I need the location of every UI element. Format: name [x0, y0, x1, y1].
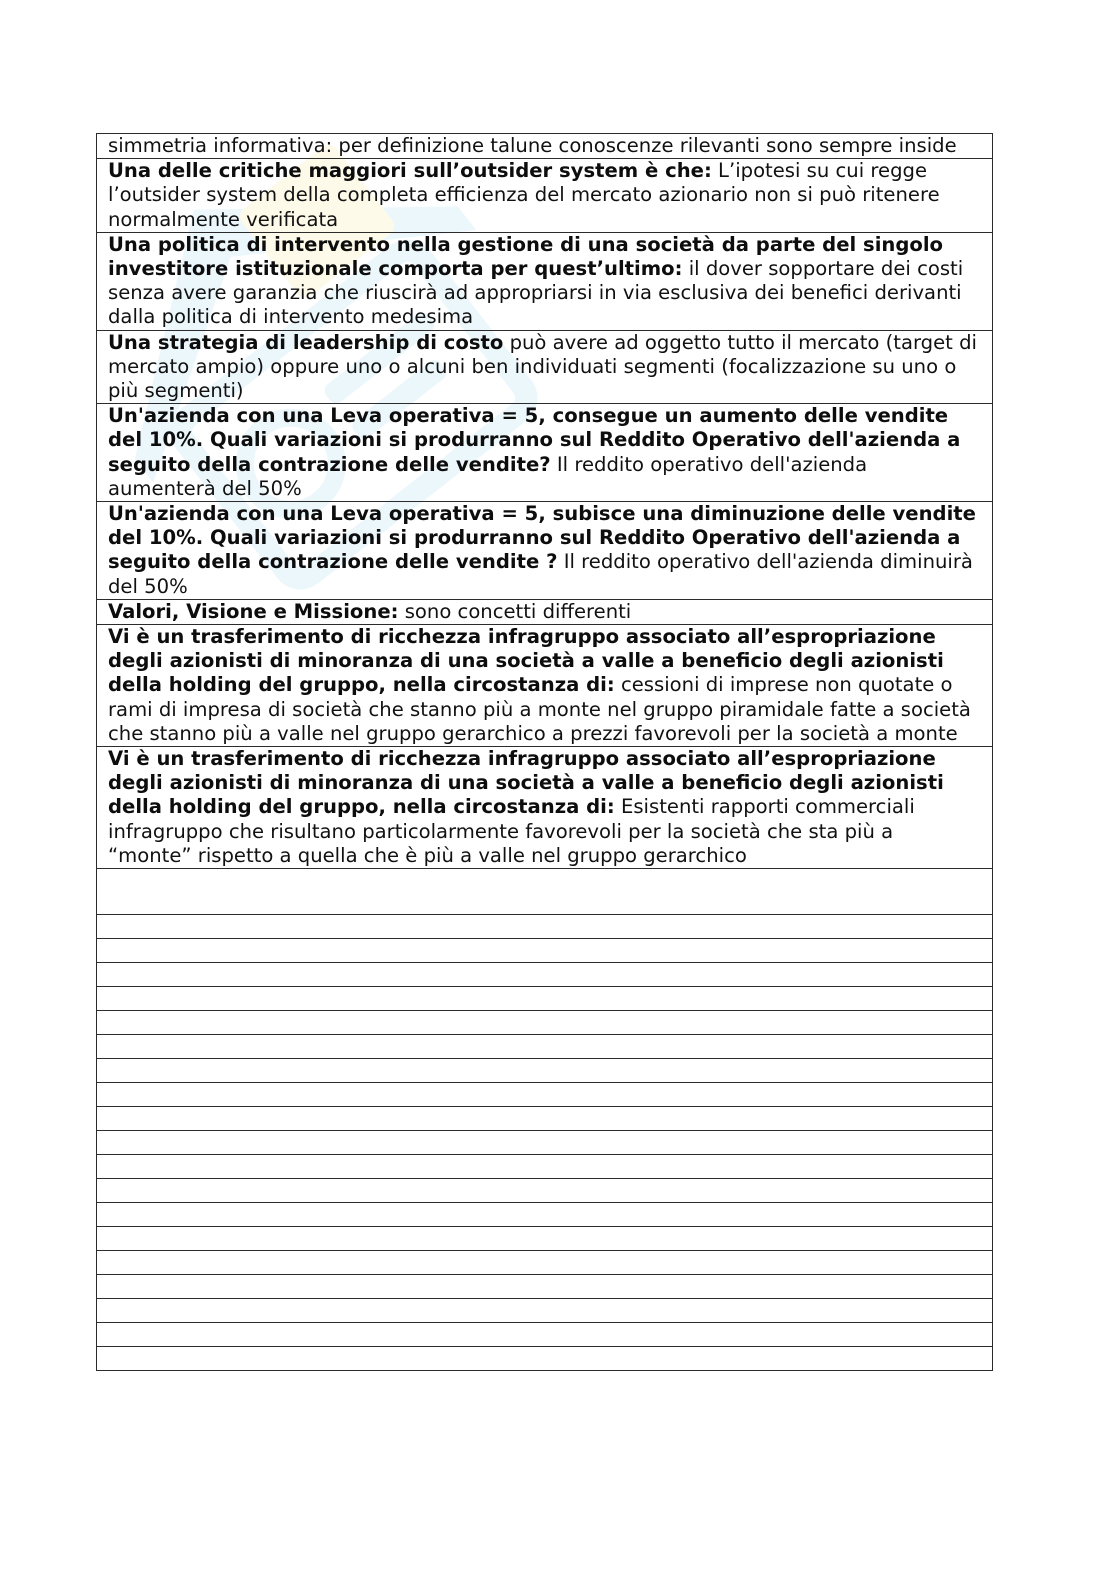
- empty-row: [97, 963, 993, 987]
- empty-row: [97, 1155, 993, 1179]
- empty-row: [97, 1059, 993, 1083]
- table-cell: [97, 232, 993, 330]
- empty-cell: [97, 1299, 993, 1323]
- empty-row: [97, 1107, 993, 1131]
- table-row: [97, 747, 993, 869]
- question-text: Valori, Visione e Missione:: [108, 599, 399, 623]
- empty-row: [97, 1179, 993, 1203]
- answer-text: il dover sopportare dei costi senza avere garanzia che riuscirà ad appropriarsi in via esclusiva dei benefici derivanti dalla politica di intervento medesima: [108, 257, 964, 329]
- empty-cell: [97, 869, 993, 915]
- answer-text: L’ipotesi su cui regge l’outsider system della completa efficienza del mercato azionario non si può ritenere normalmente verificata: [108, 159, 940, 231]
- empty-cell: [97, 1323, 993, 1347]
- question-text: Un'azienda con una Leva operativa = 5, subisce una diminuzione delle vendite del 10%. Quali variazioni si produrranno sul Reddito Operativo dell'azienda a seguito della contrazione delle vendite ?: [108, 502, 976, 574]
- table-row: [97, 330, 993, 404]
- empty-cell: [97, 1107, 993, 1131]
- empty-cell: [97, 963, 993, 987]
- empty-row: [97, 1347, 993, 1371]
- empty-cell: [97, 915, 993, 939]
- table-row: [97, 159, 993, 233]
- empty-row: [97, 987, 993, 1011]
- empty-row: [97, 1227, 993, 1251]
- empty-cell: [97, 1011, 993, 1035]
- question-text: Una politica di intervento nella gestione di una società da parte del singolo investitore istituzionale comporta per quest’ultimo:: [108, 232, 944, 281]
- question-text: Vi è un trasferimento di ricchezza infragruppo associato all’espropriazione degli azionisti di minoranza di una società a valle a beneficio degli azionisti della holding del gruppo, nella circostanza di:: [108, 625, 944, 697]
- table-row: [97, 625, 993, 747]
- table-row: [97, 232, 993, 330]
- empty-cell: [97, 939, 993, 963]
- table-cell: [97, 599, 993, 624]
- empty-row: [97, 1251, 993, 1275]
- answer-text: Il reddito operativo dell'azienda diminuirà del 50%: [108, 550, 973, 598]
- table-cell: [97, 404, 993, 502]
- table-cell: [97, 134, 993, 159]
- empty-cell: [97, 1203, 993, 1227]
- answer-text: Il reddito operativo dell'azienda aumenterà del 50%: [108, 452, 868, 500]
- empty-row: [97, 1203, 993, 1227]
- qa-table: [96, 133, 993, 1371]
- table-cell: [97, 502, 993, 600]
- empty-row: [97, 1011, 993, 1035]
- question-text: Una strategia di leadership di costo: [108, 330, 504, 354]
- question-text: Una delle critiche maggiori sull’outsider system è che:: [108, 159, 712, 183]
- empty-cell: [97, 1275, 993, 1299]
- empty-cell: [97, 1131, 993, 1155]
- empty-row: [97, 1035, 993, 1059]
- empty-row: [97, 1299, 993, 1323]
- empty-cell: [97, 1251, 993, 1275]
- empty-row: [97, 939, 993, 963]
- empty-cell: [97, 1347, 993, 1371]
- empty-cell: [97, 987, 993, 1011]
- empty-row: [97, 1083, 993, 1107]
- table-row: [97, 404, 993, 502]
- table-row: [97, 134, 993, 159]
- empty-cell: [97, 1059, 993, 1083]
- empty-row: [97, 915, 993, 939]
- question-text: Un'azienda con una Leva operativa = 5, consegue un aumento delle vendite del 10%. Quali variazioni si produrranno sul Reddito Operativo dell'azienda a seguito della contrazione delle vendite?: [108, 404, 961, 476]
- answer-text: sono concetti differenti: [404, 599, 632, 623]
- empty-row: [97, 869, 993, 915]
- empty-cell: [97, 1035, 993, 1059]
- table-row: [97, 502, 993, 600]
- empty-cell: [97, 1227, 993, 1251]
- empty-row: [97, 1275, 993, 1299]
- question-text: Vi è un trasferimento di ricchezza infragruppo associato all’espropriazione degli azionisti di minoranza di una società a valle a beneficio degli azionisti della holding del gruppo, nella circostanza di:: [108, 747, 944, 819]
- empty-row: [97, 1131, 993, 1155]
- empty-cell: [97, 1083, 993, 1107]
- answer-text: Esistenti rapporti commerciali infragruppo che risultano particolarmente favorevoli per la società che sta più a “monte” rispetto a quella che è più a valle nel gruppo gerarchico: [108, 795, 915, 867]
- table-cell: [97, 625, 993, 747]
- table-cell: [97, 747, 993, 869]
- table-cell: [97, 330, 993, 404]
- empty-cell: [97, 1179, 993, 1203]
- answer-text: cessioni di imprese non quotate o rami di impresa di società che stanno più a monte nel gruppo piramidale fatte a società che stanno più a valle nel gruppo gerarchico a prezzi favorevoli per la società a monte: [108, 673, 971, 745]
- empty-row: [97, 1323, 993, 1347]
- answer-text: può avere ad oggetto tutto il mercato (target di mercato ampio) oppure uno o alcuni ben individuati segmenti (focalizzazione su uno o più segmenti): [108, 330, 977, 403]
- answer-text: simmetria informativa: per definizione talune conoscenze rilevanti sono sempre inside: [108, 134, 957, 157]
- empty-cell: [97, 1155, 993, 1179]
- table-row: [97, 599, 993, 624]
- table-cell: [97, 159, 993, 233]
